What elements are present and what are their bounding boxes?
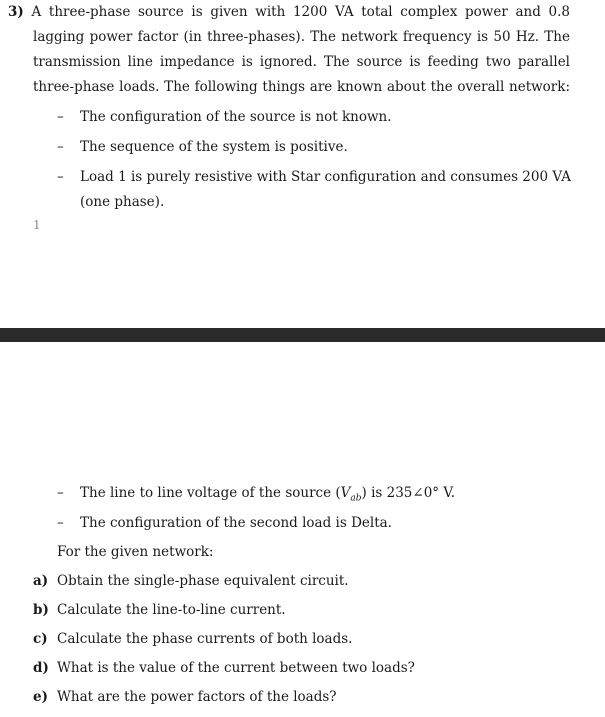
voltage-var: V [340, 485, 351, 501]
problem-intro-line-4 [33, 78, 570, 96]
bullet-load1-cont: (one phase). [80, 194, 165, 210]
dash-bullet-2: – [57, 139, 64, 155]
dash-bullet-1: – [57, 109, 64, 125]
question-d-text: What is the value of the current between two loads? [57, 660, 415, 676]
problem-number: 3) [8, 4, 24, 20]
question-e-text: What are the power factors of the loads? [57, 689, 337, 705]
problem-intro-line-3 [33, 53, 570, 71]
intro-text-1: A three-phase source is given with 1200 VA total complex power and 0.8 [31, 4, 570, 20]
voltage-prefix: The line to line voltage of the source ( [80, 485, 341, 501]
problem-intro-line-1 [8, 3, 570, 21]
problem-intro-line-2 [33, 28, 570, 46]
question-b-label: b) [33, 602, 49, 618]
question-b-text: Calculate the line-to-line current. [57, 602, 286, 618]
bullet-line-voltage [80, 484, 455, 508]
dash-bullet-3: – [57, 169, 64, 185]
page-number: 1 [33, 218, 41, 232]
question-c-label: c) [33, 631, 48, 647]
bullet-sequence: The sequence of the system is positive. [80, 139, 348, 155]
intro-text-2: lagging power factor (in three-phases). The network frequency is 50 Hz. The [33, 29, 570, 45]
intro-text-3: transmission line impedance is ignored. The source is feeding two parallel [33, 54, 570, 70]
intro-text-4: three-phase loads. The following things are known about the overall network: [33, 79, 570, 95]
question-a-label: a) [33, 573, 49, 589]
voltage-suffix: ) is 235∠0° V. [361, 485, 456, 501]
dash-bullet-5: – [57, 515, 64, 531]
voltage-sub: ab [350, 493, 362, 504]
question-d-label: d) [33, 660, 49, 676]
question-a-text: Obtain the single-phase equivalent circuit. [57, 573, 349, 589]
bullet-load1: Load 1 is purely resistive with Star configuration and consumes 200 VA [80, 169, 571, 185]
question-c-text: Calculate the phase currents of both loads. [57, 631, 353, 647]
given-network-label: For the given network: [57, 544, 214, 560]
question-e-label: e) [33, 689, 48, 705]
bullet-load2-config: The configuration of the second load is Delta. [80, 515, 392, 531]
page-break-divider [0, 328, 605, 342]
bullet-source-config: The configuration of the source is not known. [80, 109, 392, 125]
dash-bullet-4: – [57, 485, 64, 501]
